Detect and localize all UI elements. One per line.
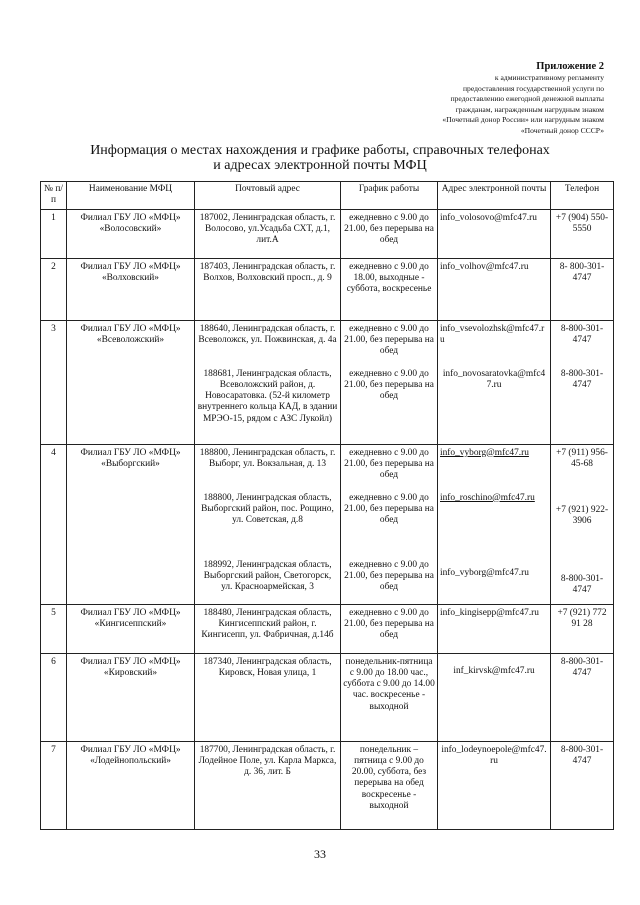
- table-row: [41, 258, 614, 320]
- mfc-email[interactable]: info_roschino@mfc47.ru: [440, 492, 535, 503]
- mfc-name: Филиал ГБУ ЛО «МФЦ» «Всеволожский»: [67, 320, 195, 444]
- table-row: [41, 741, 614, 829]
- mfc-name: Филиал ГБУ ЛО «МФЦ» «Кировский»: [67, 653, 195, 741]
- mfc-schedule-cell: [341, 444, 438, 604]
- mfc-email[interactable]: info_volhov@mfc47.ru: [438, 258, 551, 320]
- mfc-name: Филиал ГБУ ЛО «МФЦ» «Волосовский»: [67, 209, 195, 258]
- row-num: 5: [41, 604, 67, 653]
- heading-line: Информация о местах нахождения и графике работы, справочных телефонах: [90, 143, 550, 158]
- mfc-phone: 8-800-301-4747: [560, 573, 604, 595]
- mfc-phone: 8-800-301-4747: [551, 741, 614, 829]
- mfc-schedule: ежедневно с 9.00 до 21.00, без перерыва на обед: [344, 368, 434, 402]
- appendix-line: предоставлению ежегодной денежной выплаты: [450, 94, 604, 103]
- mfc-email[interactable]: info_kingisepp@mfc47.ru: [438, 604, 551, 653]
- mfc-name: Филиал ГБУ ЛО «МФЦ» «Волховский»: [67, 258, 195, 320]
- row-num: 2: [41, 258, 67, 320]
- mfc-email[interactable]: info_vyborg@mfc47.ru: [440, 567, 529, 578]
- appendix-line: «Почетный донор СССР»: [520, 125, 604, 135]
- table-row: [41, 604, 614, 653]
- mfc-phone: +7 (904) 550-5550: [551, 209, 614, 258]
- appendix-line: к административному регламенту: [494, 73, 604, 82]
- mfc-phone-cell: [551, 444, 614, 604]
- mfc-schedule: понедельник-пятница с 9.00 до 18.00 час., суббота с 9.00 до 14.00 час. воскресенье - выходной: [341, 653, 438, 741]
- header-phone: Телефон: [551, 182, 614, 210]
- mfc-phone-cell: [551, 320, 614, 444]
- mfc-schedule: ежедневно с 9.00 до 21.00, без перерыва на обед: [344, 447, 434, 481]
- mfc-address: 187403, Ленинградская область, г. Волхов, Волховский просп., д. 9: [195, 258, 341, 320]
- mfc-email[interactable]: info_volosovo@mfc47.ru: [438, 209, 551, 258]
- mfc-address: 187002, Ленинградская область, г. Волосово, ул.Усадьба СХТ, д.1, лит.А: [195, 209, 341, 258]
- mfc-address: 187340, Ленинградская область, Кировск, Новая улица, 1: [195, 653, 341, 741]
- row-num: 3: [41, 320, 67, 444]
- header-num: № п/п: [41, 182, 67, 210]
- table-row: [41, 653, 614, 741]
- mfc-schedule-cell: [341, 320, 438, 444]
- mfc-phone: +7 (921) 922-3906: [555, 504, 609, 526]
- mfc-email[interactable]: info_vsevolozhsk@mfc47.ru: [440, 323, 545, 345]
- mfc-address-cell: [195, 444, 341, 604]
- mfc-schedule: ежедневно с 9.00 до 21.00, без перерыва на обед: [344, 323, 434, 357]
- mfc-email-cell: [438, 444, 551, 604]
- heading-line: и адресах электронной почты МФЦ: [213, 158, 427, 173]
- mfc-schedule: ежедневно с 9.00 до 21.00, без перерыва на обед: [341, 604, 438, 653]
- mfc-phone: 8-800-301-4747: [551, 653, 614, 741]
- mfc-email[interactable]: inf_kirvsk@mfc47.ru: [438, 653, 551, 741]
- appendix-title: Приложение 2: [536, 61, 604, 72]
- mfc-address: 188640, Ленинградская область, г. Всеволожск, ул. Пожвинская, д. 4а: [198, 323, 337, 345]
- mfc-phone: +7 (911) 956-45-68: [556, 447, 608, 469]
- mfc-address: 188800, Ленинградская область, Выборгский район, пос. Рощино, ул. Советская, д.8: [201, 492, 334, 526]
- row-num: 1: [41, 209, 67, 258]
- row-num: 6: [41, 653, 67, 741]
- mfc-table: [40, 181, 614, 830]
- appendix-block: [344, 60, 604, 136]
- table-row: [41, 320, 614, 444]
- appendix-line: гражданам, награжденным нагрудным знаком: [455, 104, 604, 114]
- table-row: [41, 444, 614, 604]
- mfc-schedule: ежедневно с 9.00 до 18.00, выходные - суббота, воскресенье: [341, 258, 438, 320]
- mfc-name: Филиал ГБУ ЛО «МФЦ» «Выборгский»: [67, 444, 195, 604]
- table-row: [41, 209, 614, 258]
- mfc-phone: 8-800-301-4747: [560, 323, 604, 345]
- header-name: Наименование МФЦ: [67, 182, 195, 210]
- mfc-address: 188480, Ленинградская область, Кингисеппский район, г. Кингисепп, ул. Фабричная, д.14б: [195, 604, 341, 653]
- mfc-email[interactable]: info_vyborg@mfc47.ru: [440, 447, 529, 458]
- mfc-address: 188992, Ленинградская область, Выборгский район, Светогорск, ул. Красноармейская, 3: [203, 559, 332, 593]
- mfc-schedule: ежедневно с 9.00 до 21.00, без перерыва на обед: [344, 492, 434, 526]
- appendix-line: «Почетный донор России» или нагрудным знаком: [442, 115, 604, 124]
- mfc-phone: 8-800-301-4747: [560, 368, 604, 390]
- mfc-email[interactable]: info_novosaratovka@mfc47.ru: [442, 368, 546, 390]
- mfc-name: Филиал ГБУ ЛО «МФЦ» «Кингисеппский»: [67, 604, 195, 653]
- mfc-phone: 8- 800-301-4747: [551, 258, 614, 320]
- row-num: 7: [41, 741, 67, 829]
- header-address: Почтовый адрес: [195, 182, 341, 210]
- table-header-row: [41, 182, 614, 210]
- mfc-address: 187700, Ленинградская область, г. Лодейное Поле, ул. Карла Маркса, д. 36, лит. Б: [195, 741, 341, 829]
- mfc-email-cell: [438, 320, 551, 444]
- mfc-address-cell: [195, 320, 341, 444]
- mfc-name: Филиал ГБУ ЛО «МФЦ» «Лодейнопольский»: [67, 741, 195, 829]
- page-number: 33: [314, 847, 326, 861]
- row-num: 4: [41, 444, 67, 604]
- mfc-phone: +7 (921) 772 91 28: [551, 604, 614, 653]
- mfc-email[interactable]: info_lodeynoepole@mfc47.ru: [438, 741, 551, 829]
- appendix-line: предоставления государственной услуги по: [462, 83, 604, 93]
- document-heading: [40, 143, 600, 173]
- mfc-address: 188800, Ленинградская область, г. Выборг, ул. Вокзальная, д. 13: [199, 447, 336, 469]
- header-schedule: График работы: [341, 182, 438, 210]
- mfc-schedule: понедельник – пятница с 9.00 до 20.00, суббота, без перерыва на обед воскресенье - выходной: [341, 741, 438, 829]
- header-email: Адрес электронной почты: [438, 182, 551, 210]
- mfc-schedule: ежедневно с 9.00 до 21.00, без перерыва на обед: [344, 559, 434, 593]
- mfc-address: 188681, Ленинградская область, Всеволожский район, д. Новосаратовка. (52-й километр внутреннего кольца КАД, в здании МРЭО-15, рядом с АЗС Лукойл): [197, 368, 338, 424]
- mfc-schedule: ежедневно с 9.00 до 21.00, без перерыва на обед: [341, 209, 438, 258]
